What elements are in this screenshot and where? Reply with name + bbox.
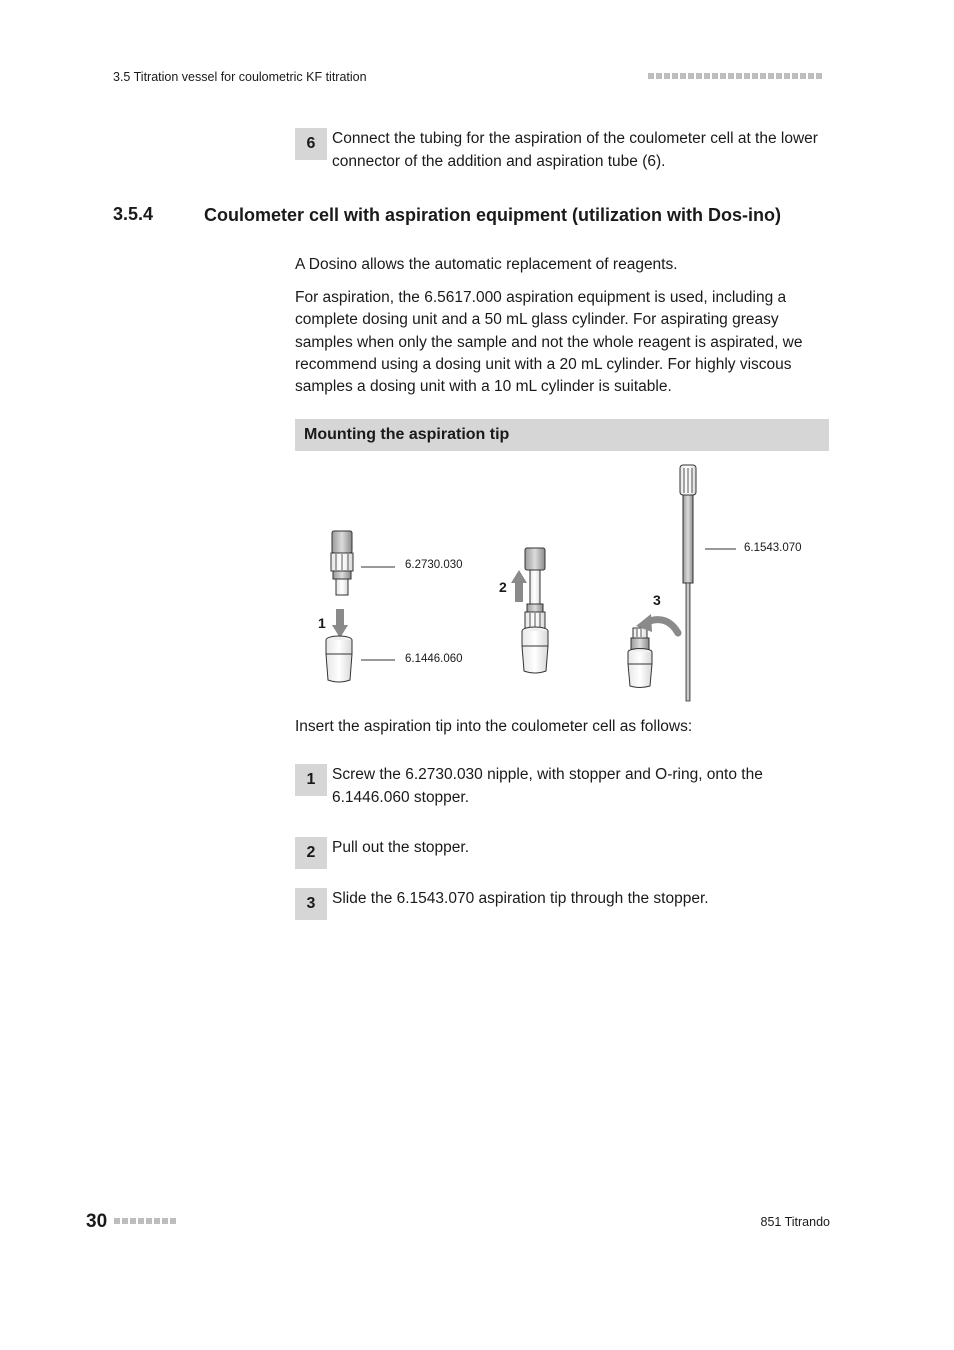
step-text: Connect the tubing for the aspiration of the coulometer cell at the lower connector of the addition and aspiration tube (6).: [332, 130, 818, 170]
paragraph-aspiration: For aspiration, the 6.5617.000 aspiration equipment is used, including a complete dosing unit and a 50 mL glass cylinder. For aspirating greasy samples when only the sample and not the whole reagent is aspirated, we recommend using a dosing unit with a 20 mL cylinder. For highly viscous samples a dosing unit with a 10 mL cylinder is suitable.: [295, 289, 803, 396]
page-number: 30: [86, 1211, 108, 1232]
step-number: 3: [295, 888, 327, 920]
nipple-part: [331, 531, 353, 595]
step-number: 2: [295, 837, 327, 869]
figure-step-3: 3: [653, 592, 661, 608]
label-nipple: 6.2730.030: [405, 559, 463, 571]
step-text: Pull out the stopper.: [332, 839, 470, 856]
label-tip: 6.1543.070: [744, 542, 802, 554]
running-header: 3.5 Titration vessel for coulometric KF titration: [113, 70, 367, 84]
figure-step-2: 2: [499, 579, 507, 595]
step-text: Slide the 6.1543.070 aspiration tip through the stopper.: [332, 890, 709, 907]
arrow-up: [511, 570, 527, 602]
assembled-part: [522, 548, 548, 673]
section-title: Coulometer cell with aspiration equipment (utilization with Dos-ino): [204, 205, 782, 225]
box-title: Mounting the aspiration tip: [295, 419, 829, 451]
paragraph-instructions: Insert the aspiration tip into the coulometer cell as follows:: [295, 718, 693, 735]
mounting-figure: [295, 458, 829, 708]
step-6: [295, 128, 829, 173]
arrow-down: [332, 609, 348, 638]
stopper-1: [326, 636, 352, 682]
aspiration-tip: [680, 465, 696, 701]
step-3: [295, 888, 829, 920]
product-name: 851 Titrando: [760, 1215, 830, 1229]
header-decoration: [648, 73, 822, 79]
step-2: [295, 837, 829, 869]
label-stopper: 6.1446.060: [405, 653, 463, 665]
step-number: 1: [295, 764, 327, 796]
footer-decoration: [114, 1218, 176, 1224]
step-text: Screw the 6.2730.030 nipple, with stopper and O-ring, onto the 6.1446.060 stopper.: [332, 766, 763, 806]
stopper-3: [628, 628, 652, 688]
step-1: [295, 764, 829, 809]
paragraph-intro: A Dosino allows the automatic replacement of reagents.: [295, 256, 678, 273]
section-number: 3.5.4: [113, 204, 154, 224]
step-number: 6: [295, 128, 327, 160]
figure-step-1: 1: [318, 615, 326, 631]
